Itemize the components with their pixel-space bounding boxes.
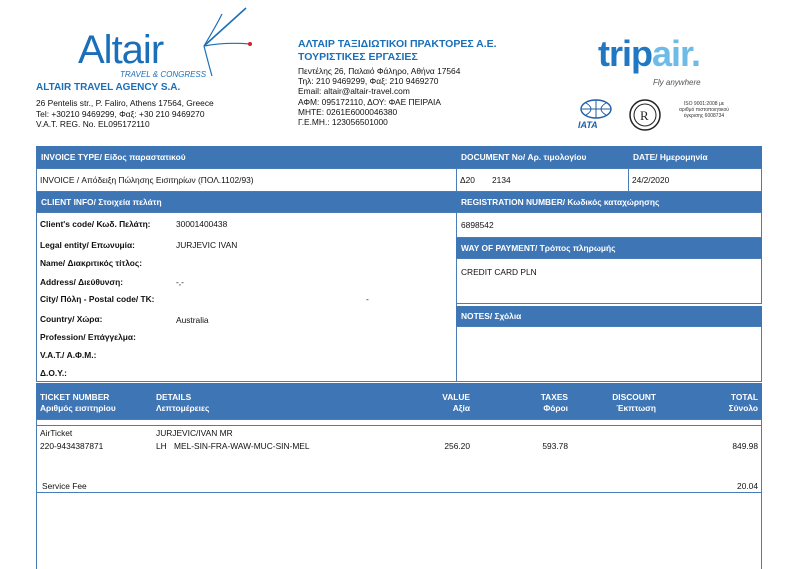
item-value: 256.20 [444,441,470,451]
item-route: MEL-SIN-FRA-WAW-MUC-SIN-MEL [174,441,310,451]
greek-agency-title: ΑΛΤΑΙΡ ΤΑΞΙΔΙΩΤΙΚΟΙ ΠΡΑΚΤΟΡΕΣ Α.Ε. ΤΟΥΡΙΣΤΙΚΕΣ ΕΡΓΑΣΙΕΣ [298,38,497,63]
iata-label: IATA [578,120,598,130]
country-label: Country/ Χώρα: [40,314,103,324]
tripair-tagline: Fly anywhere [653,78,701,87]
notes-cell [456,326,762,382]
legal-entity-value: JURJEVIC IVAN [176,240,238,250]
tripair-logo: tripair. [598,33,701,74]
client-code-value: 30001400438 [176,219,228,229]
col-details: DETAILS Λεπτομέρειες [156,392,210,413]
iso-certification: ISO 9001:2008 με αριθμό πιστοποιητικού έγκρισης 6008734 [678,101,730,119]
item-total: 849.98 [732,441,758,451]
registered-seal-icon [628,98,662,132]
items-body [36,419,762,493]
greek-agency-details: Πεντέλης 26, Παλαιό Φάληρο, Αθήνα 17564 Τηλ: 210 9469299, Φαξ: 210 9469270 Email: altair@altair-travel.com ΑΦΜ: 095172110, ΔΟΥ: ΦΑΕ ΠΕΙΡΑΙΑ ΜΗΤΕ: 0261Ε6000046380 Γ.Ε.ΜΗ.: 123056501000 [298,66,461,128]
registration-header: REGISTRATION NUMBER/ Κωδικός καταχώρησης [456,192,762,212]
date-value: 24/2/2020 [632,175,670,185]
item-passenger: JURJEVIC/IVAN MR [156,428,233,438]
notes-header: NOTES/ Σχόλια [456,306,762,326]
col-total: TOTAL Σύνολο [728,392,758,413]
svg-text:R: R [640,108,649,123]
item-type: AirTicket [40,428,73,438]
col-discount: DISCOUNT Έκπτωση [612,392,656,413]
service-fee-total: 20.04 [737,481,758,491]
invoice-type-value: INVOICE / Απόδειξη Πώλησης Εισιτηρίων (ΠΟΛ.1102/93) [40,175,254,185]
col-value: VALUE Αξία [442,392,470,413]
name-label: Name/ Διακριτικός τίτλος: [40,258,143,268]
registration-value: 6898542 [461,220,494,230]
altair-logo-subtitle: TRAVEL & CONGRESS [120,70,207,79]
profession-label: Profession/ Επάγγελμα: [40,332,136,342]
address-value: -,- [176,277,184,287]
payment-header: WAY OF PAYMENT/ Τρόπος πληρωμής [456,238,762,258]
city-label: City/ Πόλη - Postal code/ ΤΚ: [40,294,155,304]
country-value: Australia [176,315,209,325]
document-number: 2134 [492,175,511,185]
col-taxes: TAXES Φόροι [540,392,568,413]
agency-address: 26 Pentelis str., P. Faliro, Athens 17564, Greece Tel: +30210 9469299, Φαξ: +30 210 9469270 V.A.T. REG. No. EL095172110 [36,98,214,129]
item-airline: LH [156,441,167,451]
item-taxes: 593.78 [542,441,568,451]
client-code-label: Client's code/ Κωδ. Πελάτη: [40,219,151,229]
city-value: - [366,294,369,304]
service-fee-label: Service Fee [42,481,87,491]
iata-globe-icon [578,98,614,120]
col-ticket-number: TICKET NUMBER Αριθμός εισιτηρίου [40,392,116,413]
legal-entity-label: Legal entity/ Επωνυμία: [40,240,135,250]
address-label: Address/ Διεύθυνση: [40,277,124,287]
date-header: DATE/ Ημερομηνία [628,146,762,168]
document-series: Δ20 [460,175,475,185]
payment-value: CREDIT CARD PLN [461,267,537,277]
vat-label: V.A.T./ Α.Φ.Μ.: [40,350,97,360]
item-ticket-number: 220-9434387871 [40,441,104,451]
client-info-header: CLIENT INFO/ Στοιχεία πελάτη [36,192,456,212]
items-left-border [36,493,37,569]
registration-cell [456,212,762,238]
altair-logo: Altair [78,28,164,72]
invoice-type-header: INVOICE TYPE/ Είδος παραστατικού [36,146,456,168]
items-right-border [761,493,762,569]
document-number-cell [456,168,629,192]
items-divider [36,425,762,426]
document-number-header: DOCUMENT No/ Αρ. τιμολογίου [456,146,628,168]
doy-label: Δ.Ο.Υ.: [40,368,67,378]
altair-star-icon [186,6,256,78]
agency-name: ALTAIR TRAVEL AGENCY S.A. [36,82,181,93]
payment-cell [456,258,762,304]
